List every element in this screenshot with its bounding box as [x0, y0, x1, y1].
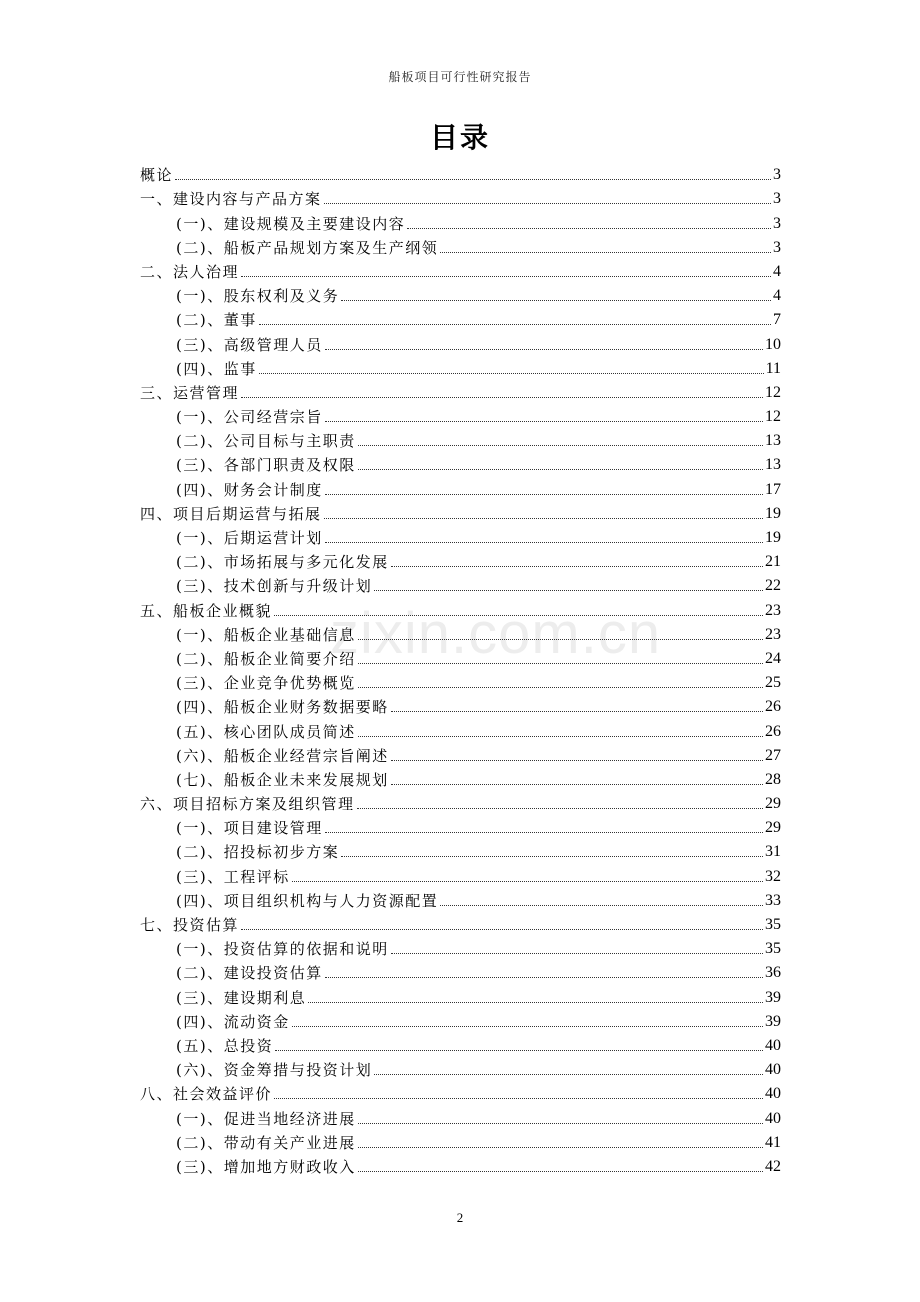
toc-entry[interactable] [140, 742, 781, 766]
toc-entry-page: 10 [765, 335, 781, 353]
toc-entry-page: 32 [765, 867, 781, 885]
toc-entry-label: (三)、企业竞争优势概览 [176, 674, 356, 693]
toc-entry-label: (四)、流动资金 [176, 1012, 290, 1031]
toc-entry-label: 八、社会效益评价 [140, 1085, 273, 1104]
running-header: 船板项目可行性研究报告 [388, 70, 532, 84]
toc-entry-page: 12 [765, 383, 781, 401]
toc-dot-leader [391, 953, 763, 954]
toc-entry-page: 26 [765, 698, 781, 716]
toc-entry[interactable] [140, 572, 781, 596]
toc-entry-label: (三)、工程评标 [176, 867, 290, 886]
toc-entry-page: 28 [765, 770, 781, 788]
toc-dot-leader [358, 469, 763, 470]
toc-dot-leader [391, 784, 763, 785]
toc-dot-leader [292, 881, 763, 882]
toc-entry-label: (六)、船板企业经营宗旨阐述 [176, 746, 389, 765]
toc-entry-label: (一)、促进当地经济进展 [176, 1109, 356, 1128]
toc-dot-leader [325, 421, 763, 422]
toc-entry[interactable] [140, 451, 781, 475]
toc-entry-page: 39 [765, 1012, 781, 1030]
toc-entry-page: 42 [765, 1157, 781, 1175]
toc-entry[interactable] [140, 234, 781, 258]
toc-entry-label: (二)、船板产品规划方案及生产纲领 [176, 238, 439, 257]
toc-entry-label: 四、项目后期运营与拓展 [140, 504, 322, 523]
toc-dot-leader [324, 518, 763, 519]
toc-entry[interactable] [140, 379, 781, 403]
toc-entry-page: 4 [773, 287, 781, 305]
toc-entry[interactable] [140, 693, 781, 717]
toc-entry-label: (二)、董事 [176, 311, 257, 330]
toc-entry-page: 4 [773, 262, 781, 280]
toc-entry-page: 3 [773, 214, 781, 232]
toc-dot-leader [358, 1123, 763, 1124]
toc-entry-label: (二)、建设投资估算 [176, 964, 323, 983]
toc-entry-label: 一、建设内容与产品方案 [140, 190, 322, 209]
toc-entry[interactable] [140, 282, 781, 306]
toc-entry[interactable] [140, 524, 781, 548]
toc-entry-label: (二)、市场拓展与多元化发展 [176, 553, 389, 572]
toc-entry-label: (二)、船板企业简要介绍 [176, 649, 356, 668]
toc-dot-leader [391, 711, 763, 712]
toc-entry-page: 12 [765, 408, 781, 426]
toc-entry-label: 六、项目招标方案及组织管理 [140, 795, 355, 814]
toc-entry-page: 3 [773, 238, 781, 256]
toc-dot-leader [325, 542, 763, 543]
toc-entry-label: (六)、资金筹措与投资计划 [176, 1061, 373, 1080]
toc-entry[interactable] [140, 403, 781, 427]
toc-entry-label: (三)、建设期利息 [176, 988, 307, 1007]
toc-entry-page: 19 [765, 504, 781, 522]
toc-dot-leader [357, 808, 763, 809]
toc-entry[interactable] [140, 1104, 781, 1128]
toc-dot-leader [241, 276, 771, 277]
toc-entry-page: 40 [765, 1036, 781, 1054]
toc-entry[interactable] [140, 475, 781, 499]
toc-dot-leader [275, 1050, 763, 1051]
toc-entry[interactable] [140, 717, 781, 741]
toc-entry-page: 29 [765, 795, 781, 813]
toc-entry-page: 36 [765, 964, 781, 982]
toc-entry-page: 17 [765, 480, 781, 498]
toc-entry-page: 24 [765, 649, 781, 667]
toc-dot-leader [175, 179, 771, 180]
toc-entry-label: (三)、高级管理人员 [176, 335, 323, 354]
toc-entry-page: 7 [773, 311, 781, 329]
toc-dot-leader [274, 1098, 763, 1099]
toc-dot-leader [292, 1026, 763, 1027]
toc-dot-leader [358, 1171, 763, 1172]
toc-entry-label: (四)、财务会计制度 [176, 480, 323, 499]
toc-entry[interactable] [140, 1153, 781, 1177]
toc-entry[interactable] [140, 935, 781, 959]
toc-entry-label: 三、运营管理 [140, 383, 240, 402]
toc-entry[interactable] [140, 330, 781, 354]
toc-dot-leader [440, 252, 771, 253]
toc-entry-label: (一)、股东权利及义务 [176, 287, 340, 306]
toc-entry-page: 11 [765, 359, 781, 377]
toc-entry-label: (三)、技术创新与升级计划 [176, 577, 373, 596]
toc-entry-label: 二、法人治理 [140, 262, 240, 281]
watermark: zixin.com.cn [330, 601, 662, 666]
toc-entry-page: 21 [765, 553, 781, 571]
toc-entry-label: (五)、总投资 [176, 1036, 274, 1055]
toc-entry-label: (二)、带动有关产业进展 [176, 1133, 356, 1152]
toc-entry[interactable] [140, 790, 781, 814]
toc-entry[interactable] [140, 548, 781, 572]
toc-entry-page: 40 [765, 1109, 781, 1127]
toc-entry[interactable] [140, 596, 781, 620]
toc-dot-leader [407, 228, 771, 229]
toc-entry-page: 27 [765, 746, 781, 764]
toc-entry-label: (四)、船板企业财务数据要略 [176, 698, 389, 717]
toc-entry-page: 33 [765, 891, 781, 909]
toc-dot-leader [325, 494, 763, 495]
toc-entry-page: 35 [765, 916, 781, 933]
toc-entry-page: 29 [765, 819, 781, 837]
toc-dot-leader [358, 736, 763, 737]
toc-entry[interactable] [140, 1080, 781, 1104]
toc-entry[interactable] [140, 911, 781, 935]
toc-entry[interactable] [140, 1129, 781, 1153]
toc-entry-page: 39 [765, 988, 781, 1006]
table-of-contents [140, 161, 781, 1177]
toc-entry-page: 3 [773, 166, 781, 184]
toc-entry[interactable] [140, 887, 781, 911]
toc-dot-leader [241, 929, 763, 930]
toc-entry[interactable] [140, 621, 781, 645]
toc-entry[interactable] [140, 645, 781, 669]
toc-dot-leader [341, 300, 771, 301]
toc-dot-leader [358, 1147, 763, 1148]
toc-entry[interactable] [140, 209, 781, 233]
toc-entry[interactable] [140, 814, 781, 838]
toc-entry-label: (一)、公司经营宗旨 [176, 408, 323, 427]
toc-dot-leader [325, 832, 763, 833]
toc-dot-leader [341, 856, 763, 857]
toc-entry-page: 26 [765, 722, 781, 740]
toc-dot-leader [440, 905, 763, 906]
toc-dot-leader [374, 590, 763, 591]
toc-entry-page: 23 [765, 625, 781, 643]
toc-entry-page: 19 [765, 529, 781, 546]
toc-entry[interactable] [140, 983, 781, 1007]
toc-entry[interactable] [140, 500, 781, 524]
toc-entry[interactable] [140, 766, 781, 790]
toc-entry-label: (一)、建设规模及主要建设内容 [176, 214, 406, 233]
page-title: 目录 [429, 121, 490, 154]
toc-entry[interactable] [140, 185, 781, 209]
toc-dot-leader [391, 760, 763, 761]
toc-dot-leader [358, 663, 763, 664]
toc-entry-label: (三)、各部门职责及权限 [176, 456, 356, 475]
toc-entry[interactable] [140, 161, 781, 185]
toc-entry[interactable] [140, 959, 781, 983]
toc-entry[interactable] [140, 1008, 781, 1032]
toc-entry-label: (三)、增加地方财政收入 [176, 1157, 356, 1176]
toc-entry-label: (一)、后期运营计划 [176, 529, 323, 547]
toc-entry-page: 41 [765, 1133, 781, 1151]
toc-entry-label: (二)、公司目标与主职责 [176, 432, 356, 451]
toc-entry[interactable] [140, 862, 781, 886]
toc-entry-page: 35 [765, 940, 781, 958]
toc-dot-leader [358, 687, 763, 688]
toc-entry-page: 23 [765, 601, 781, 619]
toc-entry-label: (七)、船板企业未来发展规划 [176, 770, 389, 789]
toc-entry-label: (一)、船板企业基础信息 [176, 625, 356, 644]
toc-entry-page: 22 [765, 577, 781, 595]
toc-dot-leader [308, 1002, 763, 1003]
page-number: 2 [456, 1210, 464, 1225]
toc-entry[interactable] [140, 1032, 781, 1056]
toc-entry-page: 3 [773, 190, 781, 208]
toc-entry[interactable] [140, 355, 781, 379]
toc-entry-label: 五、船板企业概貌 [140, 601, 273, 620]
toc-entry[interactable] [140, 669, 781, 693]
toc-dot-leader [358, 639, 763, 640]
toc-entry[interactable] [140, 1056, 781, 1080]
toc-dot-leader [358, 445, 763, 446]
toc-dot-leader [274, 615, 763, 616]
toc-entry-page: 40 [765, 1085, 781, 1103]
toc-entry-page: 40 [765, 1061, 781, 1079]
toc-dot-leader [241, 397, 763, 398]
toc-dot-leader [259, 373, 764, 374]
toc-entry-label: (二)、招投标初步方案 [176, 843, 340, 862]
toc-entry-label: (五)、核心团队成员简述 [176, 722, 356, 741]
toc-entry-page: 31 [765, 843, 781, 861]
toc-entry-label: (四)、项目组织机构与人力资源配置 [176, 891, 439, 910]
toc-entry[interactable] [140, 258, 781, 282]
toc-entry-label: 七、投资估算 [140, 916, 240, 934]
toc-entry-label: (四)、监事 [176, 359, 257, 378]
toc-dot-leader [374, 1074, 763, 1075]
toc-dot-leader [391, 566, 763, 567]
toc-entry-page: 13 [765, 432, 781, 450]
toc-dot-leader [259, 324, 771, 325]
toc-entry[interactable] [140, 427, 781, 451]
toc-entry-label: (一)、项目建设管理 [176, 819, 323, 838]
toc-entry-label: 概论 [140, 166, 174, 185]
toc-entry-page: 13 [765, 456, 781, 474]
toc-dot-leader [325, 349, 763, 350]
toc-dot-leader [325, 977, 763, 978]
toc-dot-leader [324, 203, 771, 204]
toc-entry-label: (一)、投资估算的依据和说明 [176, 940, 389, 959]
toc-entry-page: 25 [765, 674, 781, 692]
toc-entry[interactable] [140, 306, 781, 330]
toc-entry[interactable] [140, 838, 781, 862]
